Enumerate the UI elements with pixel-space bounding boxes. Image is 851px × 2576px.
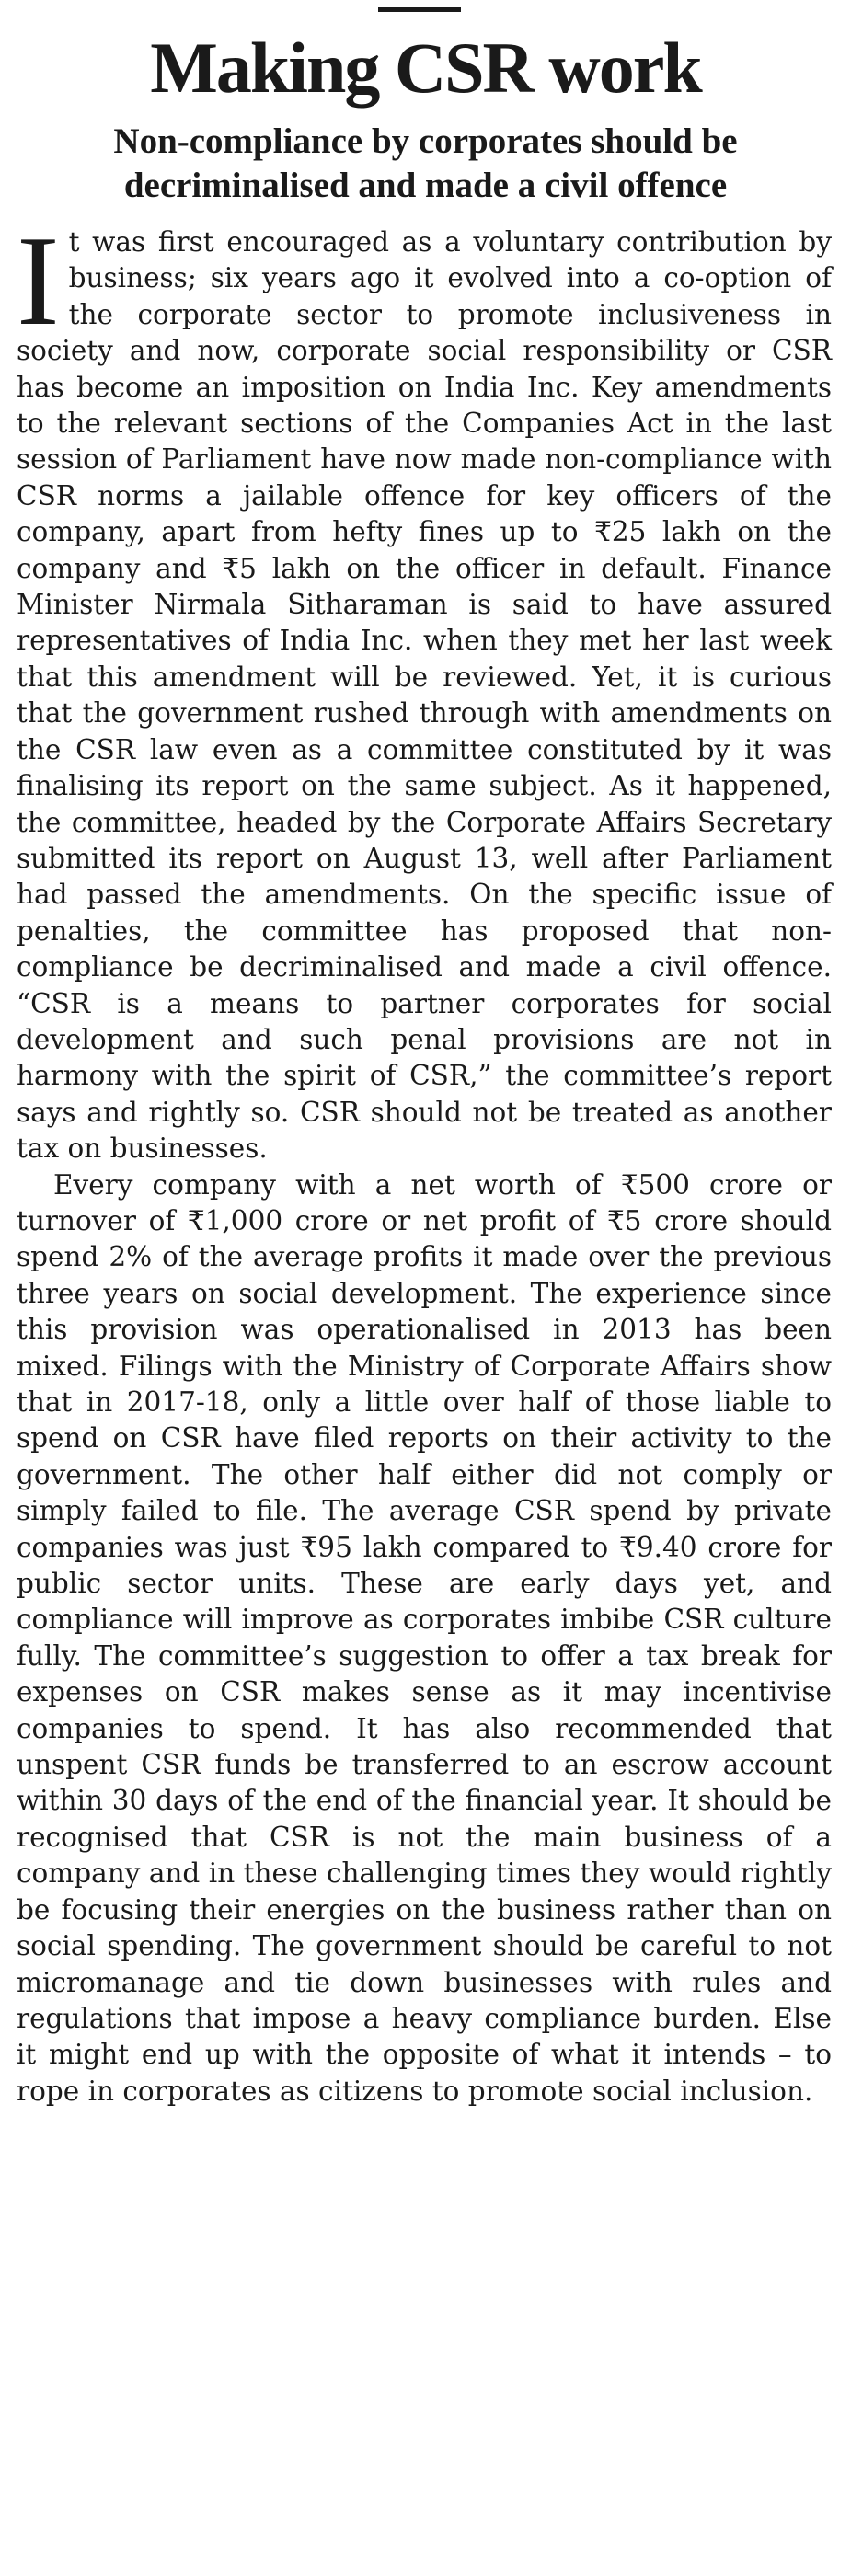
paragraph-1-text: t was first encouraged as a voluntary contribution by business; six years ago it evolved into a co-option of the corporate sector to promote inclusiveness in society and now, corporate social responsibility or CSR has become an imposition on India Inc. Key amendments to the relevant sections of the Companies Act in the last session of Parliament have now made non-compliance with CSR norms a jailable offence for key officers of the company, apart from hefty fines up to ₹25 lakh on the company and ₹5 lakh on the officer in default. Finance Minister Nirmala Sitharaman is said to have assured representatives of India Inc. when they met her last week that this amendment will be reviewed. Yet, it is curious that the government rushed through with amendments on the CSR law even as a committee constituted by it was finalising its report on the same subject. As it happened, the committee, headed by the Corporate Affairs Secretary submitted its report on August 13, well after Parliament had passed the amendments. On the specific issue of penalties, the committee has proposed that non-compliance be decriminalised and made a civil offence. “CSR is a means to partner corporates for social development and such penal provisions are not in harmony with the spirit of CSR,” the committee’s report says and rightly so. CSR should not be treated as another tax on businesses. <box>17 226 832 1165</box>
deck: Non-compliance by corporates should be decriminalised and made a civil offence <box>113 121 738 205</box>
article-body <box>17 210 832 2110</box>
top-rule <box>378 7 461 12</box>
drop-cap: I <box>17 210 60 352</box>
headline: Making CSR work <box>150 28 701 108</box>
paragraph-2: Every company with a net worth of ₹500 crore or turnover of ₹1,000 crore or net profit of ₹5 crore should spend 2% of the average profits it made over the previous three years on social development. The experience since this provision was operationalised in 2013 has been mixed. Filings with the Ministry of Corporate Affairs show that in 2017-18, only a little over half of those liable to spend on CSR have filed reports on their activity to the government. The other half either did not comply or simply failed to file. The average CSR spend by private companies was just ₹95 lakh compared to ₹9.40 crore for public sector units. These are early days yet, and compliance will improve as corporates imbibe CSR culture fully. The committee’s suggestion to offer a tax break for expenses on CSR makes sense as it may incentivise companies to spend. It has also recommended that unspent CSR funds be transferred to an escrow account within 30 days of the end of the financial year. It should be recognised that CSR is not the main business of a company and in these challenging times they would rightly be focusing their energies on the business rather than on social spending. The government should be careful to not micromanage and tie down businesses with rules and regulations that impose a heavy compliance burden. Else it might end up with the opposite of what it intends – to rope in corporates as citizens to promote social inclusion. <box>17 1168 832 2107</box>
paragraph-1 <box>17 210 832 1167</box>
